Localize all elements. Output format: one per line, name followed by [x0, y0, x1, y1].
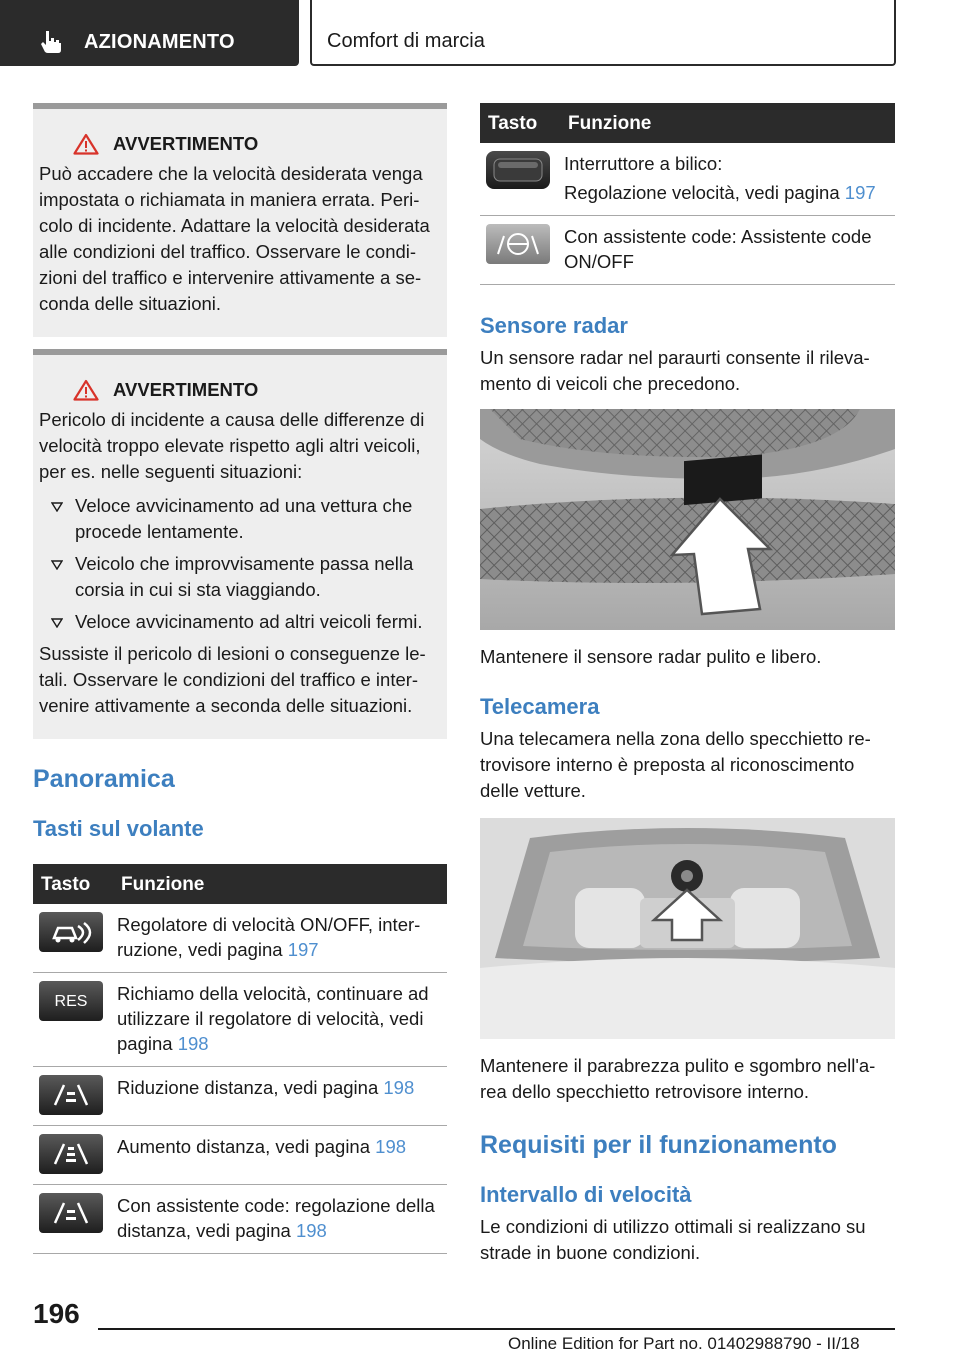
page-ref-link[interactable]: 198 — [177, 1033, 209, 1054]
warning-text-line: velocità troppo elevate rispetto agli altri veicoli, — [39, 435, 421, 456]
chapter-tab — [310, 0, 896, 66]
table-row — [33, 1126, 447, 1185]
function-cell: Riduzione distanza, vedi pagina 198 — [113, 1067, 447, 1126]
warning-title: AVVERTIMENTO — [113, 379, 259, 400]
warning-bullet-list — [39, 493, 439, 635]
list-item: Veicolo che improvvisamente passa nella corsia in cui si sta viaggiando. — [39, 551, 439, 603]
warning-title: AVVERTIMENTO — [113, 133, 259, 154]
page-ref-link[interactable]: 198 — [375, 1136, 407, 1157]
distance-decrease-icon — [39, 1075, 103, 1115]
heading-speed-range: Intervallo di velocità — [480, 1182, 692, 1207]
cruise-control-icon — [39, 912, 103, 952]
section-label: AZIONAMENTO — [84, 31, 235, 53]
warning-text-line: per es. nelle seguenti situazioni: — [39, 461, 303, 482]
page-header — [0, 0, 960, 66]
chapter-label: Comfort di marcia — [327, 30, 485, 52]
radar-caption: Mantenere il sensore radar pulito e libero. — [480, 646, 822, 667]
function-cell: Con assistente code: regolazione della distanza, vedi pagina 198 — [113, 1185, 447, 1254]
warning-triangle-icon — [73, 379, 99, 401]
footer-edition: Online Edition for Part no. 01402988790 - II/18 — [508, 1334, 860, 1353]
warning-text-line: impostata o richiamata in maniera errata. Peri- — [39, 189, 420, 210]
function-cell: Interruttore a bilico: Regolazione velocità, vedi pagina 197 — [560, 143, 895, 216]
function-cell: Aumento distanza, vedi pagina 198 — [113, 1126, 447, 1185]
traffic-jam-assistant-icon — [486, 224, 550, 264]
bullet-triangle-icon — [51, 560, 63, 570]
table-row — [480, 143, 895, 216]
res-button: RES — [39, 981, 103, 1021]
page-number: 196 — [33, 1298, 80, 1329]
list-item: Veloce avvicinamento ad una vettura che procede lentamente. — [39, 493, 439, 545]
table-row — [33, 1185, 447, 1254]
warning-box-speed-setting — [33, 103, 447, 337]
list-item: Veloce avvicinamento ad altri veicoli fermi. — [39, 609, 439, 635]
warning-text-line: colo di incidente. Adattare la velocità desiderata — [39, 215, 430, 236]
rocker-switch-table — [480, 103, 895, 285]
warning-text-line: Può accadere che la velocità desiderata venga — [39, 163, 423, 184]
page-ref-link[interactable]: 197 — [844, 182, 876, 203]
heading-steering-keys: Tasti sul volante — [33, 816, 204, 841]
warning-text-line: Sussiste il pericolo di lesioni o conseguenze le- — [39, 643, 426, 664]
camera-caption: Mantenere il parabrezza pulito e sgombro nell'a- — [480, 1055, 876, 1076]
heading-camera: Telecamera — [480, 694, 600, 719]
warning-text-line: Pericolo di incidente a causa delle differenze di — [39, 409, 425, 430]
table-row — [33, 973, 447, 1067]
table-row — [33, 1067, 447, 1126]
page-ref-link[interactable]: 198 — [383, 1077, 415, 1098]
warning-text-line: conda delle situazioni. — [39, 293, 222, 314]
hand-pointer-icon — [40, 30, 62, 54]
left-column — [33, 103, 447, 1254]
section-tab — [0, 0, 299, 66]
distance-assist-icon — [39, 1193, 103, 1233]
warning-text-line: zioni del traffico e intervenire attivamente a se- — [39, 267, 422, 288]
table-row — [33, 904, 447, 973]
warning-box-speed-difference — [33, 349, 447, 739]
column-header-key: Tasto — [33, 864, 113, 904]
table-row — [480, 216, 895, 285]
warning-text-line: tali. Osservare le condizioni del traffico e inter- — [39, 669, 419, 690]
function-cell: Con assistente code: Assistente code ON/OFF — [560, 216, 895, 285]
table-header-row — [33, 864, 447, 904]
heading-radar-sensor: Sensore radar — [480, 313, 628, 338]
bullet-triangle-icon — [51, 502, 63, 512]
column-header-function: Funzione — [560, 103, 895, 143]
heading-requirements: Requisiti per il funzionamento — [480, 1131, 837, 1159]
column-header-key: Tasto — [480, 103, 560, 143]
footer-divider — [98, 1328, 895, 1330]
right-column: Tasto Funzione Interruttore a bilico: Regolazione velocità, vedi pagina 197 Con assistente code: Assistente code ON/OFF Sensore radar Un sensore radar nel paraurti consente il rileva- mento di veicoli che precedono. Mantenere il sensore radar pulito e libero. Telecamera Una telecamera nella zona dello specchietto re- trovisore interno è preposta al riconoscimento delle vetture. Mantenere il parabrezza pulito e sgombro nell'a- rea dello specchietto retrovisore interno. Requisiti per il funzionamento Intervallo di velocità Le condizioni di utilizzo ottimali si realizzano su strade in buone condizioni. — [480, 103, 895, 1266]
function-cell: Richiamo della velocità, continuare ad utilizzare il regolatore di velocità, vedi pagina 198 — [113, 973, 447, 1067]
page-ref-link[interactable]: 197 — [287, 939, 319, 960]
function-cell: Regolatore di velocità ON/OFF, inter- ruzione, vedi pagina 197 — [113, 904, 447, 973]
radar-sensor-photo — [480, 409, 895, 630]
heading-panoramica: Panoramica — [33, 765, 175, 793]
windshield-camera-photo — [480, 818, 895, 1039]
steering-keys-table — [33, 864, 447, 1254]
column-header-function: Funzione — [113, 864, 447, 904]
rocker-switch-icon — [486, 151, 550, 189]
warning-text-line: venire attivamente a seconda delle situazioni. — [39, 695, 413, 716]
distance-increase-icon — [39, 1134, 103, 1174]
warning-triangle-icon — [73, 133, 99, 155]
page-ref-link[interactable]: 198 — [295, 1220, 327, 1241]
bullet-triangle-icon — [51, 618, 63, 628]
warning-text-line: alle condizioni del traffico. Osservare le condi- — [39, 241, 417, 262]
table-header-row — [480, 103, 895, 143]
